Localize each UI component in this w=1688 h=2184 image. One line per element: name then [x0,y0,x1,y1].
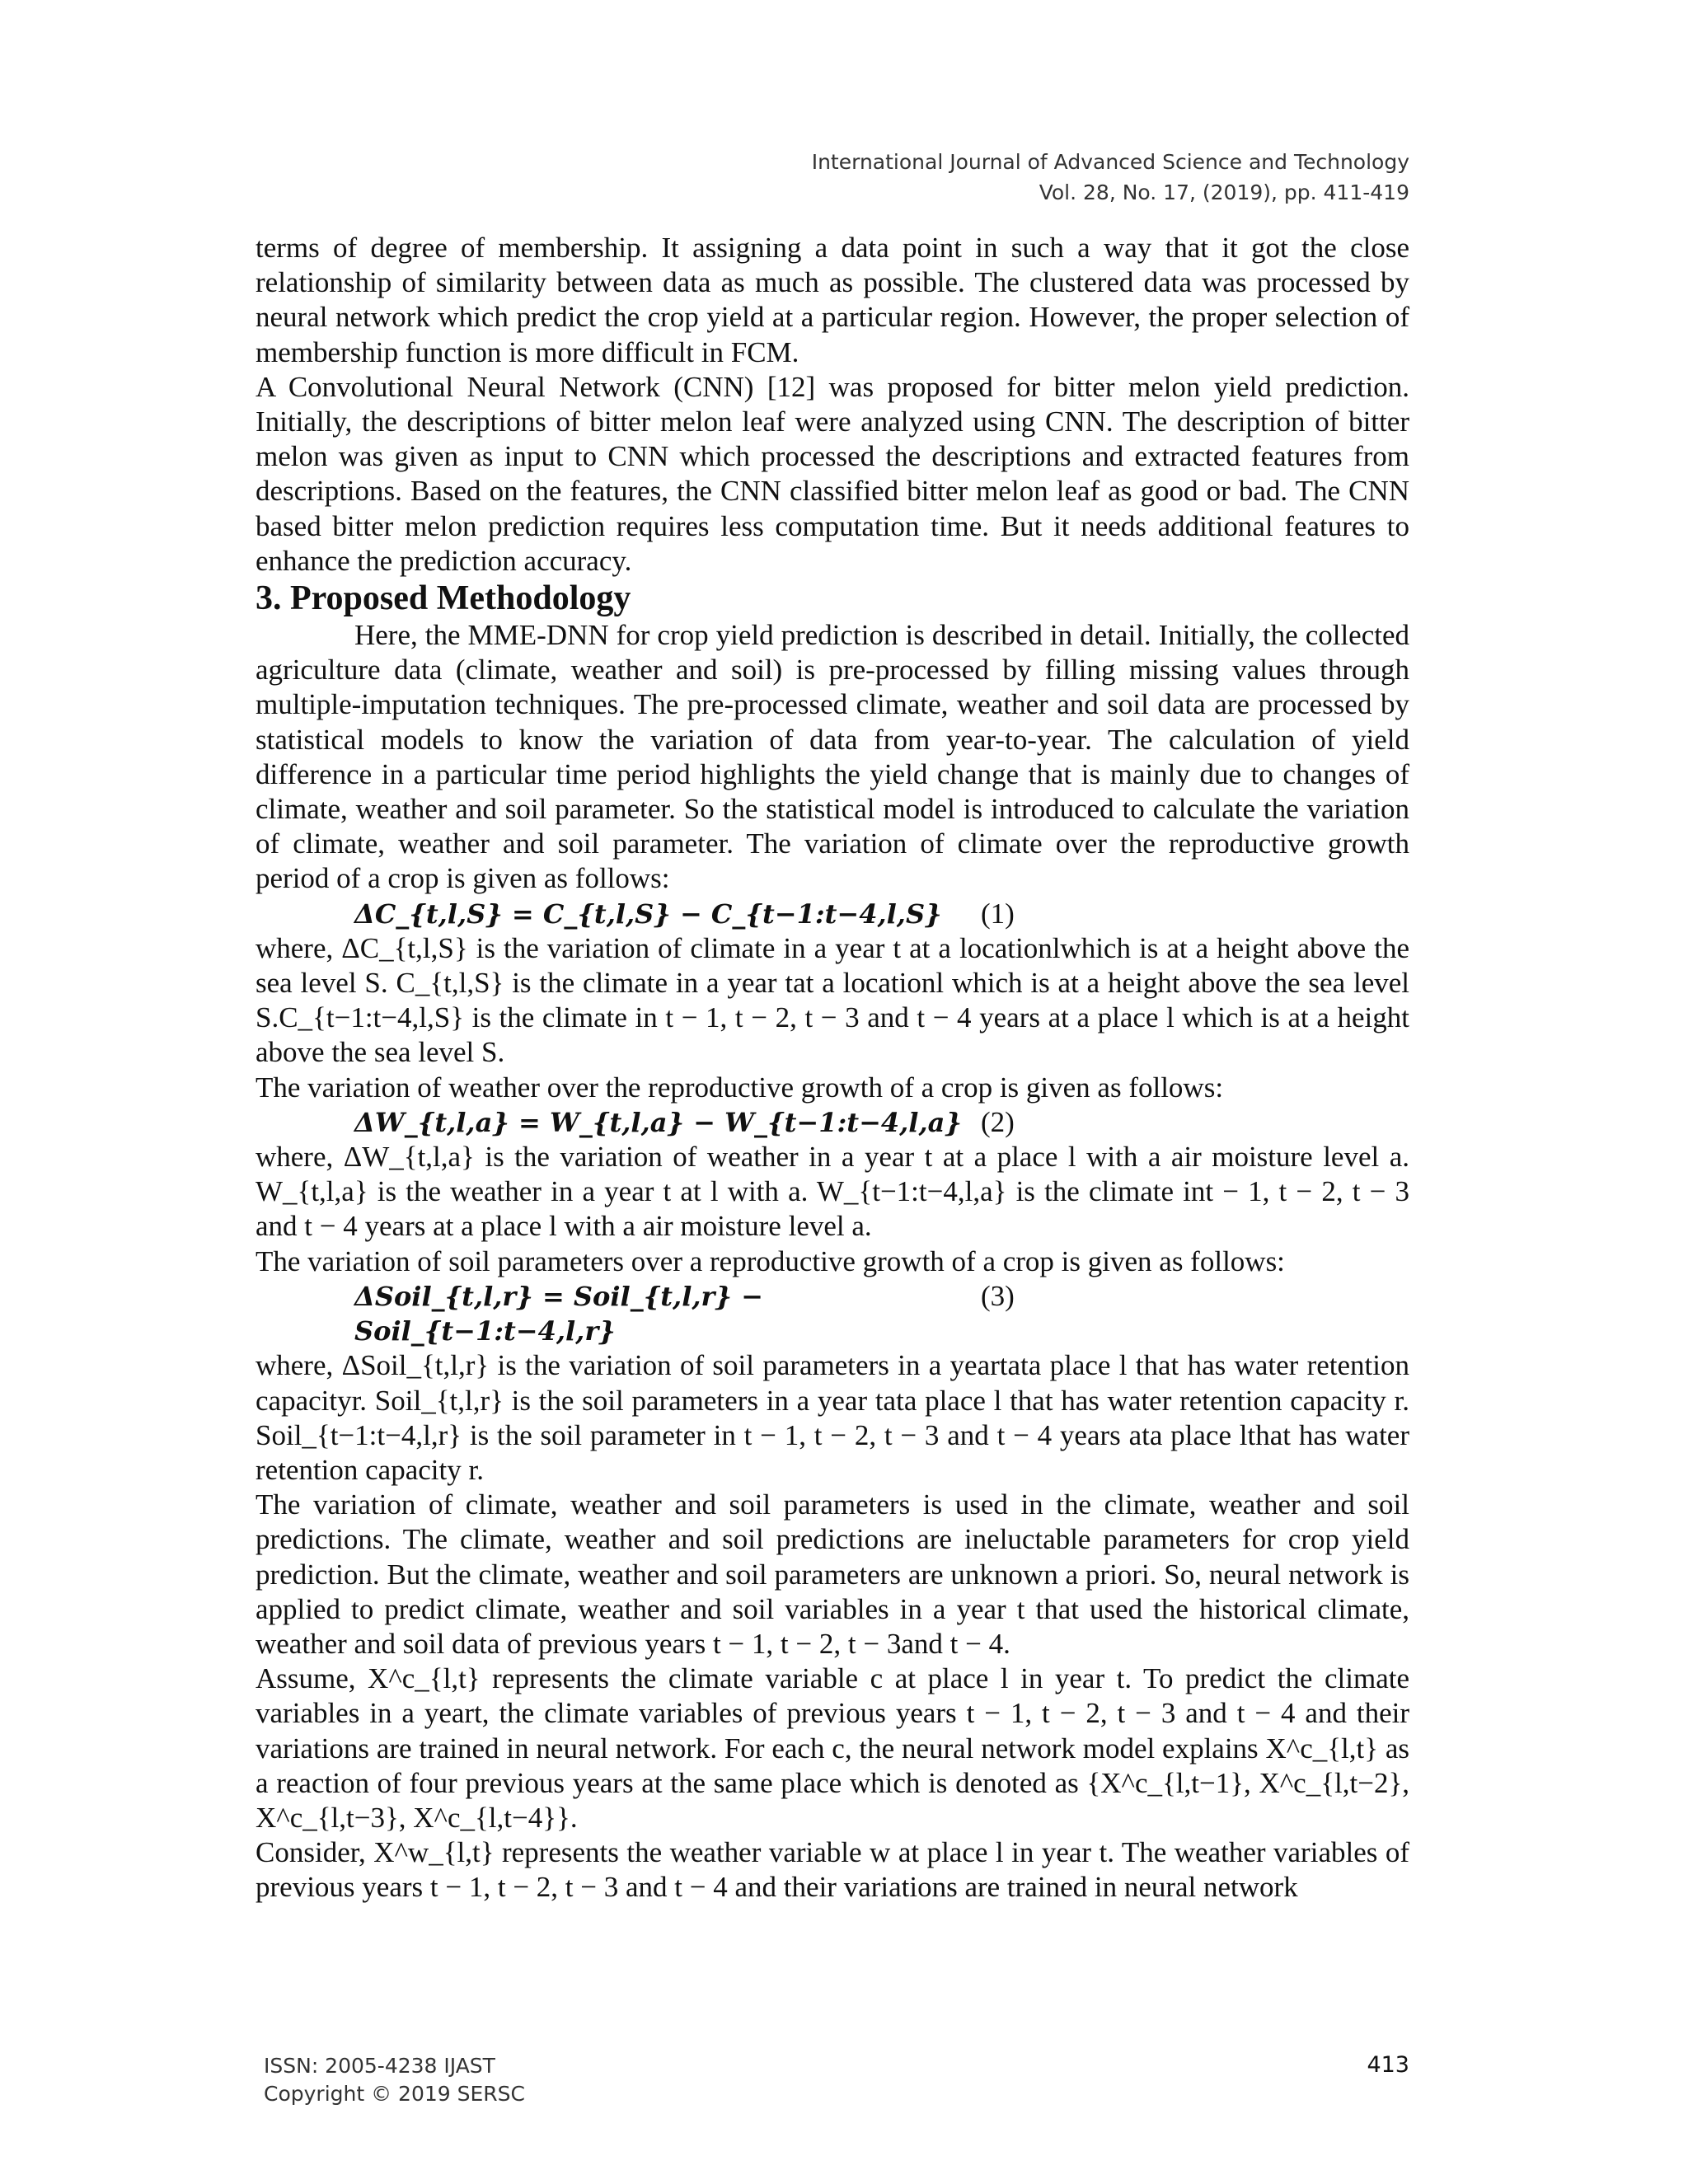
paragraph-eq3-explanation: where, ΔSoil_{t,l,r} is the variation of soil parameters in a yeartata place l that has water retention capacityr. Soil_{t,l,r} is the soil parameters in a year tata place l that has water retention capacity r. Soil_{t−1:t−4,l,r} is the soil parameter in t − 1, t − 2, t − 3 and t − 4 years ata place lthat has water retention capacity r. [256,1349,1409,1486]
paragraph-methodology: Here, the MME-DNN for crop yield prediction is described in detail. Initially, the collected agriculture data (climate, weather and soil) is pre-processed by filling missing values through multiple-imputation techniques. The pre-processed climate, weather and soil data are processed by statistical models to know the variation of data from year-to-year. The calculation of yield difference in a particular time period highlights the yield change that is mainly due to changes of climate, weather and soil parameter. So the statistical model is introduced to calculate the variation of climate, weather and soil parameter. The variation of climate over the reproductive growth period of a crop is given as follows: [256,619,1409,895]
equation-3-body: ΔSoil_{t,l,r} = Soil_{t,l,r} − Soil_{t−1:t−4,l,r} [354,1280,763,1347]
paragraph-predictions: The variation of climate, weather and soil parameters is used in the climate, weather and soil predictions. The climate, weather and soil predictions are ineluctable parameters for crop yield prediction. But the climate, weather and soil parameters are unknown a priori. So, neural network is applied to predict climate, weather and soil variables in a year t that used the historical climate, weather and soil data of previous years t − 1, t − 2, t − 3and t − 4. [256,1488,1409,1660]
equation-1-body: ΔC_{t,l,S} = C_{t,l,S} − C_{t−1:t−4,l,S} [354,898,942,930]
footer-info [264,2052,525,2108]
equation-2 [256,1105,1409,1140]
paragraph-eq1-explanation: where, ΔC_{t,l,S} is the variation of climate in a year t at a locationlwhich is at a height above the sea level S. C_{t,l,S} is the climate in a year tat a locationl which is at a height above the sea level S.C_{t−1:t−4,l,S} is the climate in t − 1, t − 2, t − 3 and t − 4 years at a place l which is at a height above the sea level S. [256,931,1409,1069]
paragraph-weather-variable: Consider, X^w_{l,t} represents the weather variable w at place l in year t. The weather variables of previous years t − 1, t − 2, t − 3 and t − 4 and their variations are trained in neural network [256,1836,1409,1904]
running-header [812,147,1409,208]
page-body [256,231,1409,1905]
paragraph-eq2-explanation: where, ΔW_{t,l,a} is the variation of weather in a year t at a place l with a air moisture level a. W_{t,l,a} is the weather in a year t at l with a. W_{t−1:t−4,l,a} is the climate int − 1, t − 2, t − 3 and t − 4 years at a place l with a air moisture level a. [256,1141,1409,1243]
journal-title: International Journal of Advanced Science and Technology [811,150,1409,174]
issn-text: ISSN: 2005-4238 IJAST [264,2054,495,2078]
equation-1 [256,897,1409,931]
equation-2-body: ΔW_{t,l,a} = W_{t,l,a} − W_{t−1:t−4,l,a} [354,1106,962,1138]
equation-3-number: (3) [981,1279,1015,1312]
volume-info: Vol. 28, No. 17, (2019), pp. 411-419 [1039,180,1409,204]
paragraph-fcm: terms of degree of membership. It assigning a data point in such a way that it got the close relationship of similarity between data as much as possible. The clustered data was processed by neural network which predict the crop yield at a particular region. However, the proper selection of membership function is more difficult in FCM. [256,232,1409,368]
paragraph-weather-intro: The variation of weather over the reproductive growth of a crop is given as follows: [256,1071,1224,1104]
paragraph-soil-intro: The variation of soil parameters over a reproductive growth of a crop is given as follows: [256,1244,1285,1277]
equation-3 [256,1279,1409,1348]
page-number: 413 [1367,2052,1409,2078]
section-heading: 3. Proposed Methodology [256,579,631,618]
paragraph-cnn: A Convolutional Neural Network (CNN) [12] was proposed for bitter melon yield prediction. Initially, the descriptions of bitter melon leaf were analyzed using CNN. The description of bitter melon was given as input to CNN which processed the descriptions and extracted features from descriptions. Based on the features, the CNN classified bitter melon leaf as good or bad. The CNN based bitter melon prediction requires less computation time. But it needs additional features to enhance the prediction accuracy. [256,370,1409,577]
equation-2-number: (2) [981,1105,1015,1138]
copyright-text: Copyright © 2019 SERSC [264,2082,525,2106]
paragraph-climate-variable: Assume, X^c_{l,t} represents the climate variable c at place l in year t. To predict the climate variables in a yeart, the climate variables of previous years t − 1, t − 2, t − 3 and t − 4 and their variations are trained in neural network. For each c, the neural network model explains X^c_{l,t} as a reaction of four previous years at the same place which is denoted as {X^c_{l,t−1}, X^c_{l,t−2}, X^c_{l,t−3}, X^c_{l,t−4}}. [256,1662,1409,1834]
equation-1-number: (1) [981,897,1015,930]
